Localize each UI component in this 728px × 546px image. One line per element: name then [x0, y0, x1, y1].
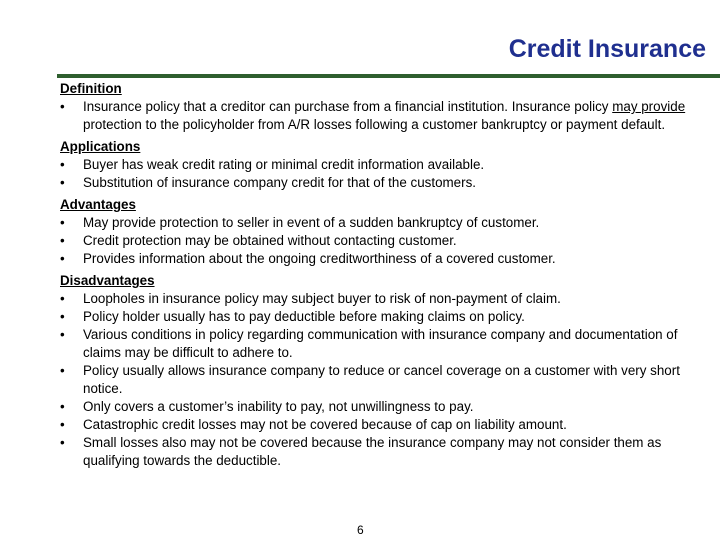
list-item-text: May provide protection to seller in event of a sudden bankruptcy of customer.	[83, 215, 540, 230]
applications-list	[60, 156, 700, 192]
page-number: 6	[357, 523, 364, 537]
bullet-icon: •	[60, 175, 65, 190]
bullet-icon: •	[60, 157, 65, 172]
disadvantages-list	[60, 290, 700, 470]
definition-text-start: Insurance policy that a creditor can purchase from a financial institution. Insurance policy	[83, 99, 613, 114]
bullet-icon: •	[60, 215, 65, 230]
list-item	[60, 308, 700, 326]
list-item-text: Credit protection may be obtained without contacting customer.	[83, 233, 457, 248]
list-item-text: Buyer has weak credit rating or minimal credit information available.	[83, 157, 485, 172]
slide-body	[60, 80, 700, 474]
title-divider	[57, 74, 720, 78]
list-item	[60, 250, 700, 268]
list-item	[60, 362, 700, 398]
advantages-section	[60, 196, 700, 268]
applications-section	[60, 138, 700, 192]
definition-section	[60, 80, 700, 134]
bullet-icon: •	[60, 233, 65, 248]
list-item-text: Only covers a customer’s inability to pay, not unwillingness to pay.	[83, 399, 474, 414]
bullet-icon: •	[60, 291, 65, 306]
bullet-icon: •	[60, 251, 65, 266]
advantages-heading: Advantages	[60, 197, 136, 212]
list-item-text: Provides information about the ongoing creditworthiness of a covered customer.	[83, 251, 556, 266]
list-item	[60, 174, 700, 192]
list-item	[60, 416, 700, 434]
definition-emphasis: may provide	[612, 99, 686, 114]
list-item-text: Various conditions in policy regarding communication with insurance company and documentation of claims may be difficult to adhere to.	[83, 327, 678, 360]
bullet-icon: •	[60, 399, 65, 414]
list-item	[60, 290, 700, 308]
list-item	[60, 98, 700, 134]
slide-title: Credit Insurance	[508, 35, 706, 63]
bullet-icon: •	[60, 327, 65, 342]
list-item-text: Loopholes in insurance policy may subject buyer to risk of non-payment of claim.	[83, 291, 561, 306]
list-item	[60, 398, 700, 416]
list-item-text: Substitution of insurance company credit for that of the customers.	[83, 175, 476, 190]
bullet-icon: •	[60, 363, 65, 378]
disadvantages-section	[60, 272, 700, 470]
definition-list	[60, 98, 700, 134]
bullet-icon: •	[60, 99, 65, 114]
bullet-icon: •	[60, 435, 65, 450]
bullet-icon: •	[60, 309, 65, 324]
disadvantages-heading: Disadvantages	[60, 273, 155, 288]
list-item-text: Small losses also may not be covered because the insurance company may not consider them as qualifying towards the deductible.	[83, 435, 662, 468]
list-item	[60, 232, 700, 250]
list-item	[60, 326, 700, 362]
list-item-text: Policy usually allows insurance company to reduce or cancel coverage on a customer with very short notice.	[83, 363, 680, 396]
list-item-text: Catastrophic credit losses may not be covered because of cap on liability amount.	[83, 417, 567, 432]
advantages-list	[60, 214, 700, 268]
definition-heading: Definition	[60, 81, 122, 96]
list-item	[60, 156, 700, 174]
list-item	[60, 214, 700, 232]
applications-heading: Applications	[60, 139, 141, 154]
definition-text-end: protection to the policyholder from A/R losses following a customer bankruptcy or payment default.	[83, 117, 666, 132]
bullet-icon: •	[60, 417, 65, 432]
list-item	[60, 434, 700, 470]
list-item-text: Policy holder usually has to pay deductible before making claims on policy.	[83, 309, 525, 324]
